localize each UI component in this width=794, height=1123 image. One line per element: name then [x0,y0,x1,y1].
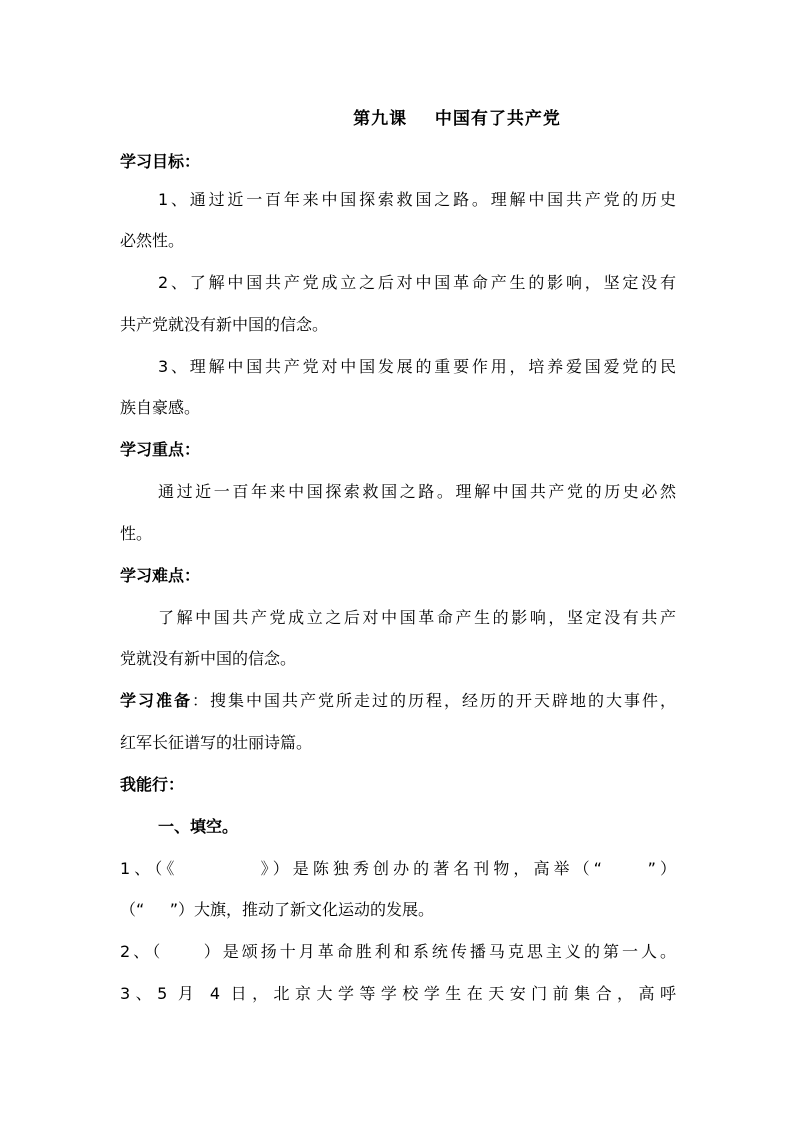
goal-3-line-1: 3、理解中国共产党对中国发展的重要作用，培养爱国爱党的民 [158,357,676,376]
question-2: 2、（ ）是颂扬十月革命胜利和系统传播马克思主义的第一人。 [120,942,676,961]
difficulties-line-1: 了解中国共产党成立之后对中国革命产生的影响，坚定没有共产 [158,608,676,627]
question-1-line-1: 1、（《 》）是陈独秀创办的著名刊物，高举（“ ”） [120,859,676,878]
difficulties-heading: 学习难点： [120,566,201,585]
section-fill-blank-heading: 一、填空。 [158,817,239,836]
can-do-heading: 我能行： [120,775,185,794]
goal-3-line-2: 族自豪感。 [120,398,201,417]
page-title: 第九课 中国有了共产党 [353,109,561,129]
key-points-line-2: 性。 [120,524,153,543]
goal-1-line-2: 必然性。 [120,231,185,250]
goal-1-line-1: 1、通过近一百年来中国探索救国之路。理解中国共产党的历史 [158,190,676,209]
difficulties-line-2: 党就没有新中国的信念。 [120,649,297,668]
question-1-line-2: （“ ”）大旗，推动了新文化运动的发展。 [120,900,435,919]
goal-2-line-1: 2、了解中国共产党成立之后对中国革命产生的影响，坚定没有 [158,273,676,292]
key-points-heading: 学习重点： [120,440,201,459]
preparation-text: ：搜集中国共产党所走过的历程，经历的开天辟地的大事件， [192,691,676,710]
preparation-label: 学习准备 [120,691,192,710]
key-points-line-1: 通过近一百年来中国探索救国之路。理解中国共产党的历史必然 [158,482,676,501]
question-3-line-1: 3、5 月 4 日，北京大学等学校学生在天安门前集合，高呼 [120,984,676,1003]
preparation-line-1 [120,690,676,712]
preparation-line-2: 红军长征谱写的壮丽诗篇。 [120,733,313,752]
goal-2-line-2: 共产党就没有新中国的信念。 [120,315,329,334]
goals-heading: 学习目标： [120,152,201,171]
